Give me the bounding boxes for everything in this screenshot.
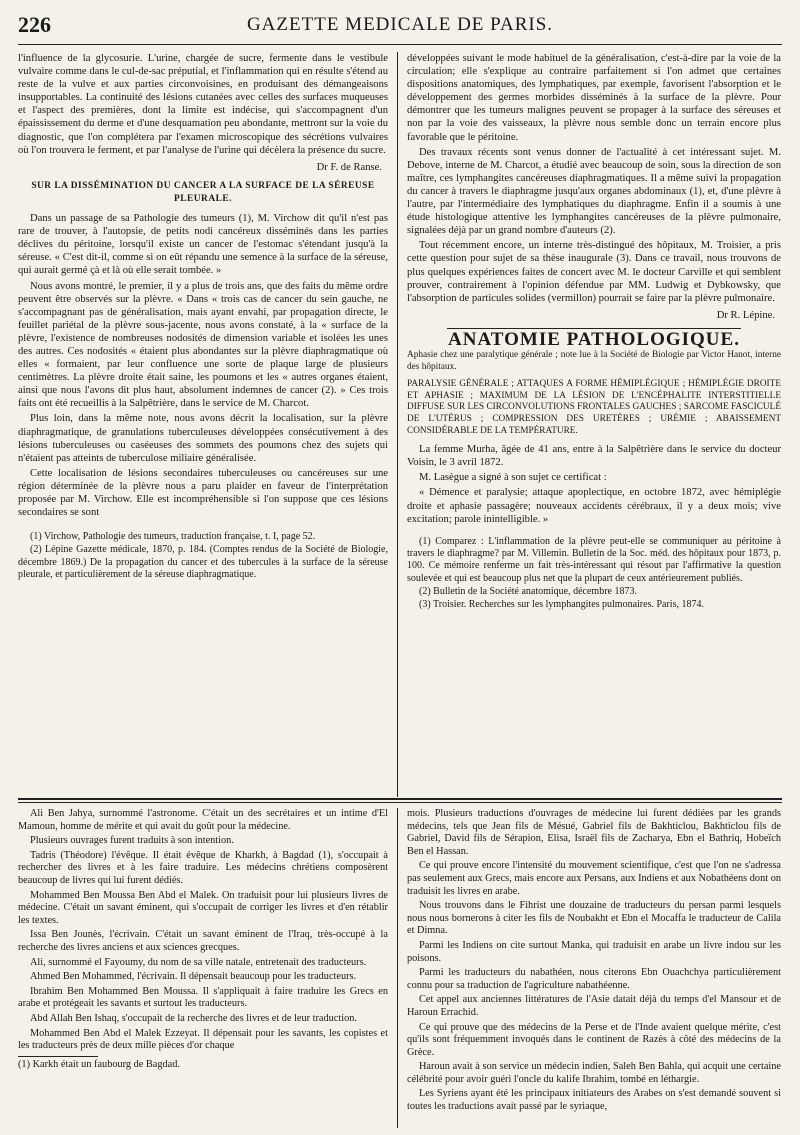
article-paragraph: Plus loin, dans la même note, nous avons décrit la localisation, sur la plèvre diaphragmatique, de granulations tuberculeuses développées consécutivement à des lésions tuberculeuses ou caséeuses des sommets des poumons chez des sujets qui n'étaient pas atteints de tuberculose miliaire généralisée.	[18, 413, 388, 464]
section-heading-anatomie: ANATOMIE PATHOLOGIQUE.	[448, 328, 740, 350]
article-paragraph: M. Lasègue a signé à son sujet ce certificat :	[419, 472, 607, 484]
article-paragraph: développées suivant le mode habituel de la généralisation, c'est-à-dire par la voie de la circulation; elle s'explique au contraire parfaitement si l'on admet que certaines dispositions anatomiques, des lymphatiques, par exemple, favorisent l'absorption et le développement des germes morbides disséminés à la surface de la plèvre. Pour démontrer que les tumeurs malignes peuvent se propager à la surface des séreuses et non par la voie des vaisseaux, la plèvre nous semble donc un terrain encore plus favorable que le péritoine.	[407, 53, 781, 143]
feuilleton-paragraph: Mohammed Ben Abd el Malek Ezzeyat. Il dépensait pour les savants, les copistes et les traducteurs près de deux mille pièces d'or chaque	[18, 1027, 388, 1052]
bottom-right-column	[407, 808, 781, 1116]
section-divider	[18, 802, 782, 803]
section-divider	[18, 798, 782, 800]
footnotes-left	[18, 531, 388, 581]
feuilleton-paragraph: Ahmed Ben Mohammed, l'écrivain. Il dépensait beaucoup pour les traducteurs.	[30, 971, 357, 983]
page-header	[18, 10, 782, 45]
footnote: (2) Lépine Gazette médicale, 1870, p. 184. (Comptes rendus de la Société de Biologie, décembre 1869.) De la propagation du cancer et des tubercules à la surface de la séreuse pleurale, et particulièrement de la séreuse diaphragmatique.	[18, 544, 388, 581]
article-paragraph: Dans un passage de sa Pathologie des tumeurs (1), M. Virchow dit qu'il n'est pas rare de trouver, à l'autopsie, de petits nodi cancéreux disséminés dans les parties déclives du péritoine, lorsqu'il existe un cancer de l'estomac s'étendant jusqu'à la séreuse. « C'est dit-il, comme si on eût répandu une semence à la surface de la séreuse, qui aurait germé çà et là où elle serait tombée. »	[18, 213, 388, 277]
feuilleton-paragraph: Parmi les Indiens on cite surtout Manka, qui traduisit en arabe un livre indou sur les poisons.	[407, 939, 781, 964]
article-paragraph: « Démence et paralysie; attaque apoplectique, en octobre 1872, avec hémiplégie droite et aphasie passagère; nouveaux accidents cérébraux, il y a deux mois; vive excitation; parole inintelligible. »	[407, 487, 781, 525]
feuilleton-paragraph: Abd Allah Ben Ishaq, s'occupait de la recherche des livres et de leur traduction.	[30, 1012, 357, 1024]
feuilleton-paragraph: Ali, surnommé el Fayoumy, du nom de sa ville natale, entretenait des traducteurs.	[30, 956, 367, 968]
footnote: (1) Karkh était un faubourg de Bagdad.	[18, 1058, 180, 1070]
feuilleton-paragraph: Ali Ben Jahya, surnommé l'astronome. C'était un des secrétaires et un intime d'El Mamoun, homme de mérite et qui avait du goût pour la médecine.	[18, 808, 388, 832]
article-paragraph: Des travaux récents sont venus donner de l'actualité à cet intéressant sujet. M. Debove, interne de M. Charcot, a étudié avec beaucoup de soin, sous la direction de son maître, ces lymphangites cancéreuses diaphragmatiques. Il a même suivi la propagation du cancer à travers le diaphragme jusqu'aux organes abdominaux (1), et, d'une plèvre à l'autre, par l'intermédiaire des lymphatiques du diaphragme. Enfin il a soumis à une étude histologique attentive les lymphangites cancéreuses de la plèvre pulmonaire, signalées déjà par un grand nombre d'auteurs (2).	[407, 146, 781, 237]
article-paragraph: Tout récemment encore, un interne très-distingué des hôpitaux, M. Troisier, a pris cette question pour sujet de sa thèse inaugurale (3). Dans ce travail, nous trouvons de plus quelques expériences faites de concert avec M. le docteur Carville et qui semblent prouver, contrairement à l'opinion défendue par MM. Ludwig et Dybkowsky, que l'absorption de particules solides (vermillon) pourrait se faire par la plèvre pulmonaire.	[407, 240, 781, 304]
article-paragraph: La femme Murha, âgée de 41 ans, entre à la Salpêtrière dans le service du docteur Voisin, le 3 avril 1872.	[407, 444, 781, 469]
footnotes-right	[407, 536, 781, 612]
feuilleton-paragraph: Nous trouvons dans le Fihrist une douzaine de traducteurs du persan parmi lesquels nous nous bornerons à citer les fils de Noubakht et Ebn el Mocaffa le traducteur de Calila et Dimna.	[407, 900, 781, 937]
feuilleton-paragraph: Issa Ben Jounès, l'écrivain. C'était un savant éminent de l'Iraq, très-occupé à la recherche des livres anciens et aux sciences grecques.	[18, 929, 388, 953]
feuilleton-paragraph: Tadris (Théodore) l'évêque. Il était évêque de Kharkh, à Bagdad (1), s'occupait à rechercher des livres et à les faire traduire. Les médecins chrétiens composèrent beaucoup de livres qui lui furent dédiés.	[18, 849, 388, 886]
right-column	[407, 52, 781, 612]
feuilleton-paragraph: Ce qui prouve encore l'intensité du mouvement scientifique, c'est que l'on ne s'adressa pas seulement aux Grecs, mais encore aux Persans, aux Indiens et aux Nobathéens dont on traduisit les livres en arabe.	[407, 860, 781, 897]
feuilleton-paragraph: Ce qui prouve que des médecins de la Perse et de l'Inde avaient quelque mérite, c'est qu'ils sont fréquemment invoqués dans le continent de Razès à côté des médecins de la Grèce.	[407, 1021, 781, 1058]
page-number: 226	[18, 12, 51, 37]
section-title-cancer: SUR LA DISSÉMINATION DU CANCER A LA SURFACE DE LA SÉREUSE PLEURALE.	[31, 180, 375, 204]
feuilleton-paragraph: Mohammed Ben Moussa Ben Abd el Malek. On traduisit pour lui plusieurs livres de médecine. C'était un savant éminent, qui s'occupait de corriger les livres et d'en rétablir les textes.	[18, 889, 388, 926]
footnote: (1) Virchow, Pathologie des tumeurs, traduction française, t. I, page 52.	[30, 531, 316, 543]
feuilleton-paragraph: mois. Plusieurs traductions d'ouvrages de médecine lui furent dédiées par les grands médecins, tels que Jean fils de Mésué, Gabriel fils de Bakhticlou, Bakhticlou fils de Gabriel, David fils de Sérapion, Elisa, Israël fils de Zacharya, Ebn el Bathriq, Hobeïch Ben el Hassan.	[407, 808, 781, 857]
left-column	[18, 52, 388, 582]
feuilleton-paragraph: Cet appel aux anciennes littératures de l'Asie datait déjà du temps d'el Mansour et de Haroun Errachid.	[407, 994, 781, 1018]
feuilleton-paragraph: Parmi les traducteurs du nabathéen, nous citerons Ebn Ouachchya particulièrement connu pour sa traduction de l'agriculture nabathéenne.	[407, 967, 781, 991]
aphasie-intro: Aphasie chez une paralytique générale ; note lue à la Société de Biologie par Victor Hanot, interne des hôpitaux.	[407, 349, 781, 372]
feuilleton-paragraph: Les Syriens ayant été les principaux initiateurs des Arabes on s'est demandé souvent si toutes les traductions avait passé par le syriaque,	[407, 1088, 781, 1113]
signature-lepine: Dr R. Lépine.	[716, 309, 775, 321]
footnote: (2) Bulletin de la Société anatomique, décembre 1873.	[419, 585, 637, 597]
bottom-left-column	[18, 808, 388, 1073]
journal-title: GAZETTE MEDICALE DE PARIS.	[246, 14, 554, 35]
column-divider	[397, 52, 398, 797]
footnote: (1) Comparez : L'inflammation de la plèvre peut-elle se communiquer au péritoine à travers le diaphragme? par M. Villemin. Bulletin de la Soc. méd. des hôpitaux pour 1873, p. 100. Ce mémoire renferme un fait très-intéressant qui résout par l'affirmative la question soulevée et qui est beaucoup plus net que la plupart de ceux antérieurement publiés.	[407, 535, 781, 584]
feuilleton-paragraph: Ibrahim Ben Mohammed Ben Moussa. Il s'appliquait à faire traduire les Grecs en arabe et protégeait les savants et surtout les traducteurs.	[18, 985, 388, 1010]
feuilleton-paragraph: Plusieurs ouvrages furent traduits à son intention.	[30, 835, 234, 847]
footnote: (3) Troisier. Recherches sur les lymphangites pulmonaires. Paris, 1874.	[419, 599, 704, 611]
signature-de-ranse: Dr F. de Ranse.	[316, 161, 382, 173]
article-paragraph: Nous avons montré, le premier, il y a plus de trois ans, que des faits du même ordre peuvent être observés sur la plèvre. « Dans « trois cas de cancer du sein gauche, ne s'accompagnant pas de généralisation, mais ayant envahi, par propagation directe, le feuillet pariétal de la plèvre sous-jacente, nous avons constaté, à la « surface de la plèvre, l'existence de nombreuses nodosités de dimension variable et isolées les unes des autres. Ces nodosités « étaient plus abondantes sur la plèvre diaphragmatique où elles « formaient, par leur confluence une sorte de plaque large de plusieurs centimètres. La plèvre droite était saine, les poumons et les « autres organes étaient, ainsi que nous l'avons dit plus haut, absolument indemnes de cancer (2). » Ces trois faits ont été recueillis à la Salpêtrière, dans le service de M. Charcot.	[18, 280, 388, 410]
feuilleton-paragraph: Haroun avait à son service un médecin indien, Saleh Ben Bahla, qui acquit une certaine célébrité pour avoir guéri l'oncle du kalife Ibrahim, tombé en léthargie.	[407, 1061, 781, 1085]
article-paragraph: Cette localisation de lésions secondaires tuberculeuses ou cancéreuses sur une région déterminée de la plèvre nous a paru plaider en faveur de l'interprétation proposée par M. Virchow. Elle est incompréhensible si l'on suppose que ces lésions secondaires se sont	[18, 467, 388, 519]
column-divider	[397, 808, 398, 1128]
article-paragraph: l'influence de la glycosurie. L'urine, chargée de sucre, fermente dans le vestibule vulvaire comme dans le cul-de-sac préputial, et l'inflammation qui en résulte s'étend au reste de la vulve et aux parties circonvoisines, en produisant des démangeaisons insupportables. La continuité des lésions cutanées avec celles des surfaces muqueuses et l'aspect des premières, dont la limite est indécise, qui s'accompagnent d'un épaississement du derme et d'une desquamation peu abondante, mettront sur la voie du diagnostic, que l'on complétera par l'examen microscopique des sécrétions vulvaires où l'on trouvera le ferment, et par l'analyse de l'urine qui décèlera la présence du sucre.	[18, 53, 388, 156]
aphasie-summary: PARALYSIE GÉNÉRALE ; ATTAQUES A FORME HÉMIPLÉGIQUE ; HÉMIPLÉGIE DROITE ET APHASIE ; MAXIMUM DE LA LÉSION DE L'ENCÉPHALITE INTERSTITIELLE DIFFUSE SUR LES CIRCONVOLUTIONS FRONTALES GAUCHES ; SARCOME FASCICULÉ DE L'UTÉRUS ; COMPRESSION DES URETÈRES ; URÉMIE ; ABAISSEMENT CONSIDÉRABLE DE LA TEMPÉRATURE.	[407, 379, 781, 436]
